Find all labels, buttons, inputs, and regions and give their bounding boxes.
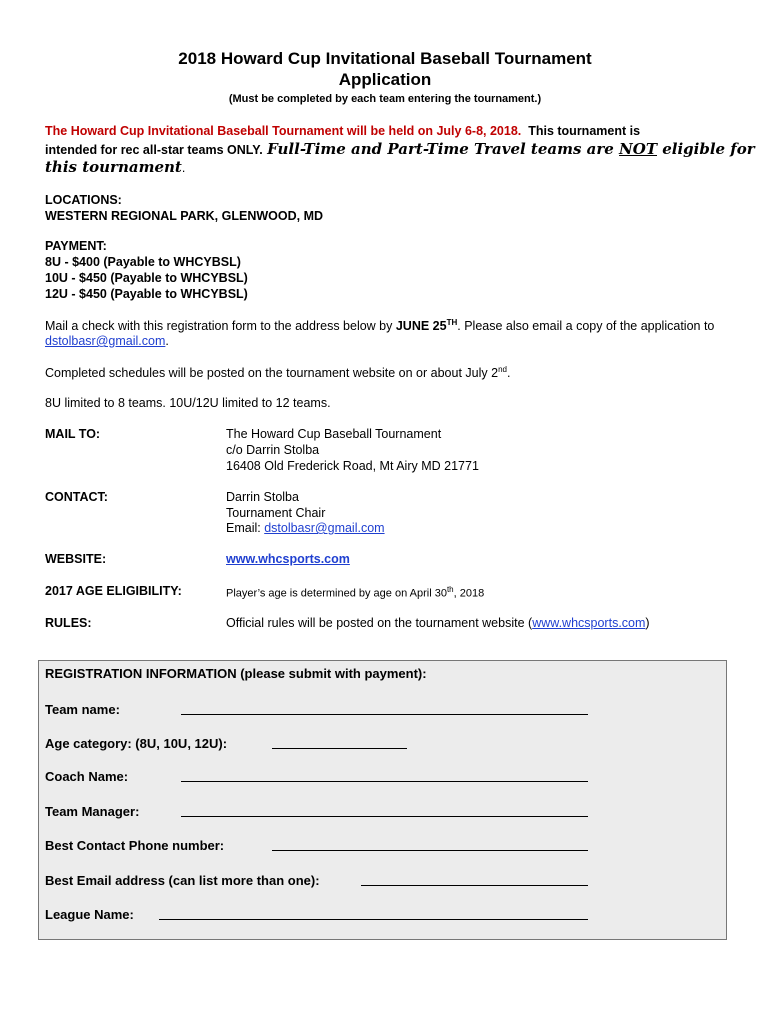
rules-text-before: Official rules will be posted on the tournament website ( [226,616,533,630]
payment-heading: PAYMENT: [45,239,107,253]
team-name-label: Team name: [45,702,120,717]
coach-name-label: Coach Name: [45,769,129,784]
contact-email-link[interactable]: dstolbasr@gmail.com [264,521,385,535]
intro-line1 [45,124,640,138]
payment-item-8u: 8U - $400 (Payable to WHCYBSL) [45,255,241,269]
limit-note: 8U limited to 8 teams. 10U/12U limited to 12 teams. [45,396,331,410]
contact-title: Tournament Chair [226,506,326,520]
email-field[interactable] [361,885,588,886]
intro-black-1: This tournament is [528,124,641,138]
email-label: Best Email address (can list more than one): [45,873,320,888]
intro-end-period: . [181,161,186,175]
rules-text [226,616,650,630]
schedule-sup: nd [498,365,507,374]
age-sup: th [446,585,454,594]
age-text: Player’s age is determined by age on April 30 [226,587,447,600]
registration-box [38,660,727,940]
mail-note [45,318,714,333]
intro-line3 [45,158,185,177]
payment-item-10u: 10U - $450 (Payable to WHCYBSL) [45,271,248,285]
schedule-text: Completed schedules will be posted on the tournament website on or about July 2 [45,366,499,381]
age-category-field[interactable] [272,748,407,749]
team-manager-field[interactable] [181,816,588,817]
age-eligibility-text [226,585,484,600]
schedule-note [45,365,510,380]
page-subtitle: (Must be completed by each team entering the tournament.) [228,93,542,105]
mail-to-line-2: c/o Darrin Stolba [226,443,320,457]
contact-email [226,521,385,535]
payment-item-12u: 12U - $450 (Payable to WHCYBSL) [45,287,248,301]
mail-to-label: MAIL TO: [45,427,101,441]
page-title-line2: Application [338,70,432,89]
rules-text-end: ) [645,616,650,630]
website-label: WEBSITE: [45,552,107,566]
intro-emphasis-not: NOT [619,140,657,158]
mail-email-after: . [165,334,169,348]
rules-label: RULES: [45,616,92,630]
contact-label: CONTACT: [45,490,108,504]
age-eligibility-label: 2017 AGE ELIGIBILITY: [45,584,182,598]
schedule-end: . [506,366,511,381]
intro-red-period: . [517,124,522,138]
mail-note-text: Mail a check with this registration form to the address below by [45,319,396,334]
rules-link[interactable]: www.whcsports.com [532,616,646,630]
league-name-field[interactable] [159,919,588,920]
phone-label: Best Contact Phone number: [45,838,225,853]
mail-note-line2 [45,334,169,348]
mail-to-line-3: 16408 Old Frederick Road, Mt Airy MD 21771 [226,459,479,473]
mail-note-after: . Please also email a copy of the application to [457,319,715,334]
page-title: 2018 Howard Cup Invitational Baseball Tournament [178,49,592,68]
age-end: , 2018 [453,587,485,600]
team-name-field[interactable] [181,714,588,715]
locations-value: WESTERN REGIONAL PARK, GLENWOOD, MD [45,209,324,223]
age-category-label: Age category: (8U, 10U, 12U): [45,736,228,751]
intro-line2 [45,140,755,159]
contact-name: Darrin Stolba [226,490,299,504]
mail-to-line-1: The Howard Cup Baseball Tournament [226,427,442,441]
league-name-label: League Name: [45,907,134,922]
intro-emphasis-1: Full-Time and Part-Time Travel teams are [267,140,620,158]
team-manager-label: Team Manager: [45,804,140,819]
registration-heading: REGISTRATION INFORMATION (please submit with payment): [45,666,427,681]
mail-deadline: JUNE 25 [395,319,447,334]
intro-emphasis-3: this tournament [45,158,182,176]
website-link[interactable]: www.whcsports.com [226,552,350,566]
intro-black-2: intended for rec all-star teams ONLY. [45,143,263,157]
mail-deadline-sup: TH [446,318,458,327]
coach-name-field[interactable] [181,781,588,782]
contact-email-prefix: Email: [226,521,265,535]
mail-email-link[interactable]: dstolbasr@gmail.com [45,334,166,348]
locations-heading: LOCATIONS: [45,193,122,207]
intro-emphasis-2: eligible for [657,140,755,158]
phone-field[interactable] [272,850,588,851]
intro-red-text: The Howard Cup Invitational Baseball Tournament will be held on July 6-8, 2018 [45,124,518,138]
